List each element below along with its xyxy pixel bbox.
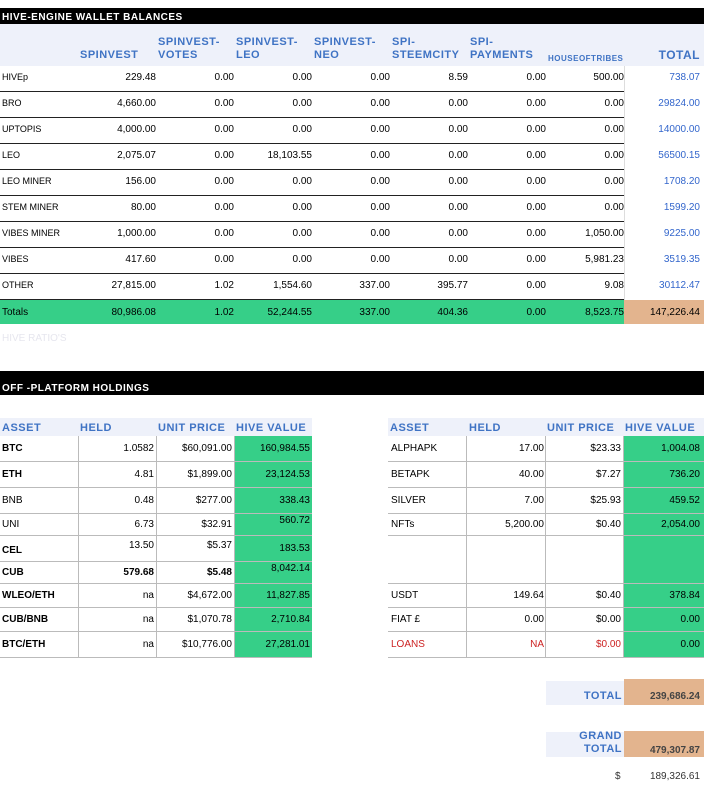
asset-hive-value: 8,042.14	[271, 563, 310, 574]
row-value: 0.00	[604, 124, 624, 135]
asset-hive-value: 736.20	[669, 469, 700, 480]
asset-unit-price: $32.91	[201, 519, 232, 530]
asset-name: ALPHAPK	[391, 443, 438, 454]
asset-unit-price: $5.48	[206, 567, 232, 578]
asset-unit-price: $0.40	[595, 519, 621, 530]
row-divider	[388, 657, 704, 658]
row-value: 395.77	[437, 280, 468, 291]
row-value: 0.00	[370, 228, 390, 239]
row-label: LEO	[2, 150, 21, 160]
column-divider	[545, 436, 546, 658]
row-divider	[0, 117, 624, 118]
row-total: 30112.47	[659, 280, 700, 291]
row-divider	[0, 143, 624, 144]
row-label: UPTOPIS	[2, 124, 42, 134]
asset-name: BTC/ETH	[2, 639, 46, 650]
totals-value: 1.02	[214, 307, 234, 318]
totals-value: 337.00	[359, 307, 390, 318]
row-total: 738.07	[669, 72, 700, 83]
asset-hive-value: 2,054.00	[661, 519, 700, 530]
row-value: 0.00	[526, 176, 546, 187]
row-label: VIBES MINER	[2, 228, 61, 238]
row-value: 0.00	[214, 176, 234, 187]
totals-value: 8,523.75	[585, 307, 624, 318]
column-header	[158, 36, 236, 62]
asset-held: 5,200.00	[505, 519, 544, 530]
row-value: 2,075.07	[117, 150, 156, 161]
hive-ratios-label: HIVE RATIO'S	[2, 333, 67, 344]
asset-held: na	[142, 639, 154, 650]
column-divider	[623, 436, 624, 658]
totals-value: 0.00	[526, 307, 546, 318]
row-value: 0.00	[292, 176, 312, 187]
usd-symbol: $	[615, 771, 621, 782]
total-label: TOTAL	[583, 690, 622, 702]
row-value: 9.08	[604, 280, 624, 291]
asset-name: UNI	[2, 519, 20, 530]
asset-unit-price: $0.00	[595, 639, 621, 650]
asset-held: 17.00	[518, 443, 544, 454]
column-header-line: SPI-	[392, 36, 416, 48]
row-value: 0.00	[292, 202, 312, 213]
asset-hive-value: 2,710.84	[271, 614, 310, 625]
row-value: 1,050.00	[585, 228, 624, 239]
column-header-line: VOTES	[158, 49, 198, 61]
row-value: 0.00	[604, 150, 624, 161]
totals-grand-value: 147,226.44	[649, 307, 700, 318]
totals-value: 404.36	[437, 307, 468, 318]
row-total: 56500.15	[658, 150, 700, 161]
row-divider	[0, 221, 624, 222]
row-value: 1.02	[214, 280, 234, 291]
row-value: 0.00	[370, 176, 390, 187]
asset-hive-value: 560.72	[279, 515, 310, 526]
row-value: 0.00	[448, 202, 468, 213]
row-divider	[0, 169, 624, 170]
asset-held: 0.48	[134, 495, 154, 506]
row-value: 0.00	[604, 202, 624, 213]
column-header	[236, 36, 314, 62]
row-value: 0.00	[292, 72, 312, 83]
row-value: 156.00	[125, 176, 156, 187]
asset-unit-price: $277.00	[195, 495, 232, 506]
hive-engine-title: HIVE-ENGINE WALLET BALANCES	[2, 12, 183, 23]
total-value: 239,686.24	[649, 691, 700, 702]
row-value: 0.00	[214, 254, 234, 265]
row-value: 0.00	[604, 176, 624, 187]
asset-held: 40.00	[518, 469, 544, 480]
row-total: 14000.00	[658, 124, 700, 135]
asset-hive-value: 27,281.01	[265, 639, 310, 650]
asset-held: 1.0582	[123, 443, 154, 454]
asset-hive-value: 160,984.55	[259, 443, 310, 454]
asset-held: 0.00	[524, 614, 544, 625]
row-divider	[0, 247, 624, 248]
row-divider	[388, 461, 704, 462]
row-divider	[388, 583, 704, 584]
row-value: 0.00	[214, 98, 234, 109]
asset-hive-value: 23,124.53	[265, 469, 310, 480]
row-total: 1599.20	[663, 202, 700, 213]
grand-total-label-line2: TOTAL	[583, 743, 622, 755]
off-platform-title-bar	[0, 371, 704, 395]
column-header	[624, 49, 700, 62]
asset-unit-price: $1,899.00	[187, 469, 232, 480]
asset-held: NA	[530, 639, 544, 650]
asset-name: BTC	[2, 443, 23, 454]
row-value: 5,981.23	[585, 254, 624, 265]
row-label: VIBES	[2, 254, 29, 264]
row-label: OTHER	[2, 280, 34, 290]
row-value: 500.00	[593, 72, 624, 83]
column-header-line: TOTAL	[658, 48, 700, 62]
grand-total-label-line1: GRAND	[579, 730, 622, 742]
row-value: 0.00	[214, 124, 234, 135]
row-value: 1,000.00	[117, 228, 156, 239]
row-value: 0.00	[526, 280, 546, 291]
asset-held: 13.50	[128, 540, 154, 551]
row-divider	[388, 535, 704, 536]
column-header-line: SPINVEST-	[236, 36, 298, 48]
row-divider	[388, 513, 704, 514]
right-column-header: HIVE VALUE	[625, 422, 696, 434]
row-divider	[388, 607, 704, 608]
row-value: 0.00	[448, 98, 468, 109]
asset-name: BETAPK	[391, 469, 430, 480]
usd-value: 189,326.61	[649, 771, 700, 782]
left-column-header: ASSET	[2, 422, 42, 434]
row-value: 0.00	[292, 254, 312, 265]
totals-label: Totals	[2, 307, 29, 318]
row-value: 417.60	[125, 254, 156, 265]
asset-held: 7.00	[524, 495, 544, 506]
asset-hive-value: 0.00	[680, 639, 700, 650]
column-header-line: NEO	[314, 49, 340, 61]
row-value: 0.00	[526, 150, 546, 161]
asset-name: CEL	[2, 545, 22, 556]
asset-name: LOANS	[391, 639, 425, 650]
row-total: 1708.20	[663, 176, 700, 187]
row-value: 0.00	[448, 228, 468, 239]
asset-hive-value: 459.52	[669, 495, 700, 506]
row-value: 0.00	[526, 98, 546, 109]
row-value: 0.00	[292, 98, 312, 109]
left-column-header: HELD	[80, 422, 112, 434]
asset-held: 6.73	[134, 519, 154, 530]
totals-value: 80,986.08	[111, 307, 156, 318]
row-total: 29824.00	[658, 98, 700, 109]
row-value: 4,660.00	[117, 98, 156, 109]
column-header-line: LEO	[236, 49, 261, 61]
row-divider	[388, 631, 704, 632]
row-value: 0.00	[448, 254, 468, 265]
asset-held: 149.64	[513, 590, 544, 601]
column-header-line: STEEMCITY	[392, 49, 460, 61]
column-header	[548, 52, 624, 65]
row-value: 0.00	[448, 124, 468, 135]
row-label: BRO	[2, 98, 22, 108]
asset-held: na	[142, 614, 154, 625]
row-value: 0.00	[214, 150, 234, 161]
hive-engine-title-bar	[0, 8, 704, 24]
left-column-header: HIVE VALUE	[236, 422, 307, 434]
asset-name: SILVER	[391, 495, 426, 506]
row-label: HIVEp	[2, 72, 29, 82]
asset-unit-price: $23.33	[590, 443, 621, 454]
row-value: 0.00	[292, 124, 312, 135]
asset-unit-price: $60,091.00	[181, 443, 232, 454]
row-value: 0.00	[526, 254, 546, 265]
row-value: 0.00	[604, 98, 624, 109]
asset-hive-value: 0.00	[680, 614, 700, 625]
asset-hive-value: 1,004.08	[661, 443, 700, 454]
row-value: 0.00	[370, 254, 390, 265]
row-value: 0.00	[526, 228, 546, 239]
asset-held: 4.81	[134, 469, 154, 480]
asset-unit-price: $7.27	[595, 469, 621, 480]
row-value: 0.00	[370, 124, 390, 135]
right-column-header: ASSET	[390, 422, 430, 434]
column-header-line: PAYMENTS	[470, 49, 534, 61]
asset-unit-price: $4,672.00	[187, 590, 232, 601]
asset-unit-price: $25.93	[590, 495, 621, 506]
row-value: 18,103.55	[267, 150, 312, 161]
asset-hive-value: 11,827.85	[266, 590, 310, 601]
asset-name: WLEO/ETH	[2, 590, 55, 601]
asset-unit-price: $1,070.78	[187, 614, 232, 625]
column-header-line: SPI-	[470, 36, 494, 48]
asset-hive-value: 183.53	[279, 543, 310, 554]
row-value: 8.59	[448, 72, 468, 83]
asset-unit-price: $5.37	[206, 540, 232, 551]
right-column-header: HELD	[469, 422, 501, 434]
row-value: 0.00	[448, 150, 468, 161]
asset-hive-value: 378.84	[669, 590, 700, 601]
asset-name: USDT	[391, 590, 419, 601]
row-value: 0.00	[526, 124, 546, 135]
asset-name: CUB	[2, 567, 24, 578]
row-divider	[0, 91, 624, 92]
column-header-line: SPINVEST-	[314, 36, 376, 48]
column-header	[392, 36, 470, 62]
row-value: 0.00	[370, 72, 390, 83]
asset-name: BNB	[2, 495, 23, 506]
left-column-header: UNIT PRICE	[158, 422, 226, 434]
asset-unit-price: $0.00	[595, 614, 621, 625]
asset-name: CUB/BNB	[2, 614, 49, 625]
row-value: 0.00	[370, 150, 390, 161]
asset-held: na	[142, 590, 154, 601]
row-value: 0.00	[370, 98, 390, 109]
totals-value: 52,244.55	[267, 307, 312, 318]
row-total: 9225.00	[663, 228, 700, 239]
row-value: 0.00	[214, 202, 234, 213]
row-value: 4,000.00	[117, 124, 156, 135]
asset-name: FIAT £	[391, 614, 421, 625]
row-value: 0.00	[370, 202, 390, 213]
column-header	[314, 36, 392, 62]
column-header-line: SPINVEST-	[158, 36, 220, 48]
row-value: 0.00	[292, 228, 312, 239]
column-header-line: SPINVEST	[80, 49, 139, 61]
column-divider	[466, 436, 467, 658]
off-platform-title: OFF -PLATFORM HOLDINGS	[2, 383, 150, 394]
grand-total-value: 479,307.87	[649, 745, 700, 756]
row-label: STEM MINER	[2, 202, 59, 212]
row-value: 0.00	[526, 72, 546, 83]
asset-held: 579.68	[123, 567, 154, 578]
asset-unit-price: $0.40	[595, 590, 621, 601]
column-header-line: HOUSEOFTRIBES	[548, 54, 624, 63]
row-divider	[0, 195, 624, 196]
right-column-header: UNIT PRICE	[547, 422, 615, 434]
asset-unit-price: $10,776.00	[181, 639, 232, 650]
row-value: 1,554.60	[273, 280, 312, 291]
row-value: 337.00	[359, 280, 390, 291]
row-value: 80.00	[130, 202, 156, 213]
asset-name: ETH	[2, 469, 22, 480]
row-divider	[388, 487, 704, 488]
total-column-divider	[624, 66, 625, 300]
column-header	[80, 49, 158, 62]
row-value: 0.00	[526, 202, 546, 213]
asset-hive-value: 338.43	[279, 495, 310, 506]
row-label: LEO MINER	[2, 176, 52, 186]
row-value: 27,815.00	[111, 280, 156, 291]
column-header	[470, 36, 548, 62]
row-value: 0.00	[448, 176, 468, 187]
row-value: 229.48	[125, 72, 156, 83]
column-divider	[234, 436, 235, 658]
row-value: 0.00	[214, 72, 234, 83]
column-divider	[78, 436, 79, 658]
row-total: 3519.35	[663, 254, 700, 265]
row-divider	[0, 273, 624, 274]
row-value: 0.00	[214, 228, 234, 239]
asset-name: NFTs	[391, 519, 415, 530]
column-divider	[156, 436, 157, 658]
